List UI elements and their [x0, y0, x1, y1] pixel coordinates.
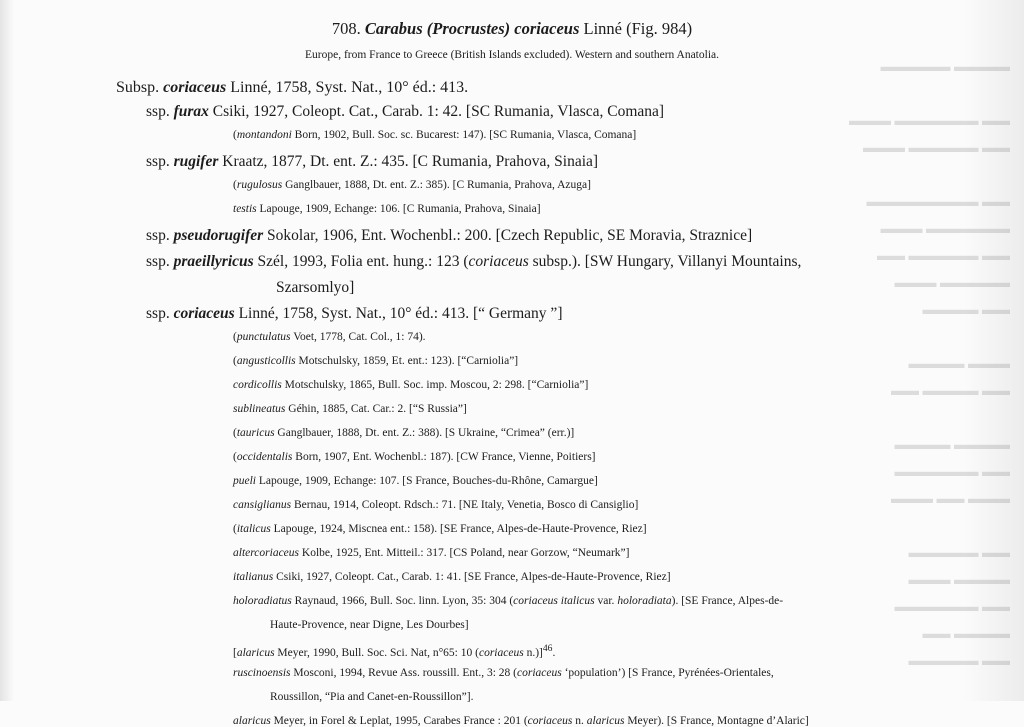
- synonym-entry: [233, 571, 671, 583]
- entry-continuation: Szarsomlyo]: [276, 279, 355, 296]
- synonym-entry: [233, 331, 426, 343]
- citation-text: var.: [594, 595, 618, 607]
- synonym-entry: [233, 179, 591, 191]
- taxon-name-inline: coriaceus: [478, 646, 524, 659]
- taxon-name: cordicollis: [233, 379, 282, 391]
- citation-text: subsp.). [SW Hungary, Villanyi Mountains,: [528, 253, 802, 270]
- citation-text: Kraatz, 1877, Dt. ent. Z.: 435. [C Rumania, Prahova, Sinaia]: [222, 153, 599, 170]
- citation-text: Ganglbauer, 1888, Dt. ent. Z.: 388). [S Ukraine, “Crimea” (err.)]: [277, 427, 575, 439]
- open-bracket: (: [233, 523, 237, 535]
- taxon-name: rugulosus: [236, 179, 283, 191]
- citation-text: Lapouge, 1924, Miscnea ent.: 158). [SE France, Alpes-de-Haute-Provence, Riez]: [273, 523, 647, 535]
- citation-text: Lapouge, 1909, Echange: 106. [C Rumania, Prahova, Sinaia]: [259, 203, 541, 215]
- taxon-name: rugifer: [173, 153, 219, 170]
- synonym-entry: [233, 475, 598, 487]
- taxon-name: ruscinoensis: [233, 667, 291, 679]
- subspecies-entry: [146, 305, 562, 323]
- open-bracket: [: [233, 646, 237, 659]
- taxon-name: italianus: [233, 571, 274, 583]
- open-bracket: (: [233, 451, 237, 463]
- citation-text: ). [SE France, Alpes-de-: [671, 595, 784, 607]
- page-gutter-shadow: [0, 0, 14, 701]
- taxon-name: altercoriaceus: [233, 547, 300, 559]
- taxon-name: alaricus: [236, 646, 275, 659]
- species-title: [0, 19, 1024, 39]
- synonym-entry: [233, 451, 596, 463]
- synonym-entry: [233, 595, 783, 607]
- ssp-prefix: ssp.: [146, 253, 170, 270]
- citation-text: Kolbe, 1925, Ent. Mitteil.: 317. [CS Poland, near Gorzow, “Neumark”]: [301, 547, 630, 559]
- taxon-name: furax: [173, 103, 209, 120]
- ssp-prefix: ssp.: [146, 103, 170, 120]
- taxon-name-inline: coriaceus: [517, 667, 562, 679]
- citation-text: Szél, 1993, Folia ent. hung.: 123 (: [257, 253, 469, 270]
- synonym-entry: [233, 547, 629, 559]
- synonym-entry: [233, 203, 541, 215]
- taxon-name: angusticollis: [236, 355, 296, 367]
- taxon-name: alaricus: [233, 715, 271, 727]
- citation-text: Motschulsky, 1865, Bull. Soc. imp. Moscou, 2: 298. [“Carniolia”]: [284, 379, 589, 391]
- taxon-name: sublineatus: [233, 403, 286, 415]
- taxon-name: holoradiatus: [233, 595, 292, 607]
- citation-text: n.: [572, 715, 587, 727]
- open-bracket: (: [233, 427, 237, 439]
- citation-text: Raynaud, 1966, Bull. Soc. linn. Lyon, 35: 304 (: [294, 595, 514, 607]
- taxon-name-inline: coriaceus: [468, 253, 529, 270]
- taxon-name: punctulatus: [236, 331, 291, 343]
- taxon-name: italicus: [236, 523, 271, 535]
- synonym-entry: [233, 643, 555, 659]
- taxon-name-inline: coriaceus: [527, 715, 573, 727]
- bleed-through-text: ▬▬▬▬ ▬▬▬▬▬ ▬▬ ▬▬▬▬▬▬ ▬▬▬ ▬▬ ▬▬▬▬▬ ▬▬▬ ▬▬ ▬▬▬▬▬▬▬▬ ▬▬▬▬▬▬ ▬▬▬ ▬▬ ▬▬▬▬▬ ▬▬ ▬▬▬▬▬ ▬▬▬ ▬▬ ▬▬▬▬ ▬▬▬ ▬▬▬▬ ▬▬ ▬▬▬▬ ▬▬ ▬▬▬▬ ▬▬▬▬ ▬▬ ▬▬▬▬▬▬ ▬▬▬ ▬▬ ▬▬▬ ▬▬ ▬▬▬▬▬ ▬▬▬▬ ▬▬▬ ▬▬ ▬▬▬▬▬▬ ▬▬▬▬ ▬▬ ▬▬ ▬▬▬▬▬: [849, 60, 1010, 669]
- open-bracket: (: [233, 129, 237, 141]
- subspecies-entry: [146, 153, 598, 171]
- ssp-prefix: ssp.: [146, 305, 170, 322]
- citation-text: Csiki, 1927, Coleopt. Cat., Carab. 1: 41. [SE France, Alpes-de-Haute-Provence, Riez]: [276, 571, 671, 583]
- ssp-prefix: ssp.: [146, 153, 170, 170]
- synonym-entry: [233, 523, 647, 535]
- citation-text: ‘population’) [S France, Pyrénées-Orientales,: [561, 667, 774, 679]
- subspecies-entry: [146, 103, 664, 121]
- citation-text: Sokolar, 1906, Ent. Wochenbl.: 200. [Czech Republic, SE Moravia, Straznice]: [267, 227, 753, 244]
- subspecies-entry: [146, 227, 752, 245]
- taxon-name-inline: alaricus: [586, 715, 625, 727]
- taxon-name: praeillyricus: [173, 253, 254, 270]
- subspecies-citation: Linné, 1758, Syst. Nat., 10° éd.: 413.: [230, 79, 469, 96]
- citation-text: Motschulsky, 1859, Et. ent.: 123). [“Carniolia”]: [298, 355, 519, 367]
- citation-text: Voet, 1778, Cat. Col., 1: 74).: [293, 331, 426, 343]
- open-bracket: (: [233, 179, 237, 191]
- entry-continuation: Roussillon, “Pia and Canet-en-Roussillon”].: [270, 691, 474, 703]
- species-number: 708.: [331, 19, 361, 38]
- synonym-entry: [233, 403, 467, 415]
- citation-text: Meyer, 1990, Bull. Soc. Sci. Nat, n°65: 10 (: [277, 646, 479, 659]
- citation-text: Born, 1902, Bull. Soc. sc. Bucarest: 147). [SC Rumania, Vlasca, Comana]: [294, 129, 637, 141]
- taxon-name-inline: coriaceus italicus: [513, 595, 595, 607]
- citation-text: Born, 1907, Ent. Wochenbl.: 187). [CW France, Vienne, Poitiers]: [295, 451, 596, 463]
- citation-text: Mosconi, 1994, Revue Ass. roussill. Ent., 3: 28 (: [293, 667, 517, 679]
- citation-text: n.)]: [523, 646, 543, 659]
- taxon-name: cansiglianus: [233, 499, 292, 511]
- citation-text: Ganglbauer, 1888, Dt. ent. Z.: 385). [C Rumania, Prahova, Azuga]: [285, 179, 591, 191]
- open-bracket: (: [233, 355, 237, 367]
- synonym-entry: [233, 499, 638, 511]
- citation-text: Csiki, 1927, Coleopt. Cat., Carab. 1: 42. [SC Rumania, Vlasca, Comana]: [212, 103, 665, 120]
- citation-text: Géhin, 1885, Cat. Car.: 2. [“S Russia”]: [288, 403, 467, 415]
- citation-text: Meyer). [S France, Montagne d’Alaric]: [624, 715, 809, 727]
- taxon-name: pseudorugifer: [173, 227, 264, 244]
- synonym-entry: [233, 379, 588, 391]
- entry-continuation: Haute-Provence, near Digne, Les Dourbes]: [270, 619, 469, 631]
- citation-text: .: [552, 646, 556, 659]
- species-name: Carabus (Procrustes) coriaceus: [364, 19, 580, 38]
- synonym-entry: [233, 715, 809, 727]
- footnote-ref: 46: [542, 643, 553, 654]
- subspecies-entry: [146, 253, 801, 271]
- synonym-entry: [233, 355, 518, 367]
- taxon-name: occidentalis: [236, 451, 293, 463]
- citation-text: Bernau, 1914, Coleopt. Rdsch.: 71. [NE Italy, Venetia, Bosco di Cansiglio]: [294, 499, 639, 511]
- taxon-name-inline: holoradiata: [617, 595, 672, 607]
- species-distribution: Europe, from France to Greece (British Islands excluded). Western and southern Anatolia.: [304, 49, 719, 61]
- taxon-name: montandoni: [236, 129, 292, 141]
- synonym-entry: [233, 427, 574, 439]
- synonym-entry: [233, 129, 636, 141]
- citation-text: Linné, 1758, Syst. Nat., 10° éd.: 413. [“ Germany ”]: [238, 305, 563, 322]
- subspecies-prefix: Subsp.: [116, 79, 160, 96]
- taxon-name: coriaceus: [173, 305, 235, 322]
- ssp-prefix: ssp.: [146, 227, 170, 244]
- citation-text: Lapouge, 1909, Echange: 107. [S France, Bouches-du-Rhône, Camargue]: [258, 475, 598, 487]
- subspecies-heading: [116, 79, 468, 97]
- citation-text: Meyer, in Forel & Leplat, 1995, Carabes France : 201 (: [273, 715, 528, 727]
- subspecies-name: coriaceus: [163, 79, 227, 96]
- open-bracket: (: [233, 331, 237, 343]
- taxon-name: testis: [233, 203, 257, 215]
- species-author: Linné (Fig. 984): [583, 19, 693, 38]
- synonym-entry: [233, 667, 774, 679]
- taxon-name: pueli: [233, 475, 256, 487]
- taxon-name: tauricus: [236, 427, 275, 439]
